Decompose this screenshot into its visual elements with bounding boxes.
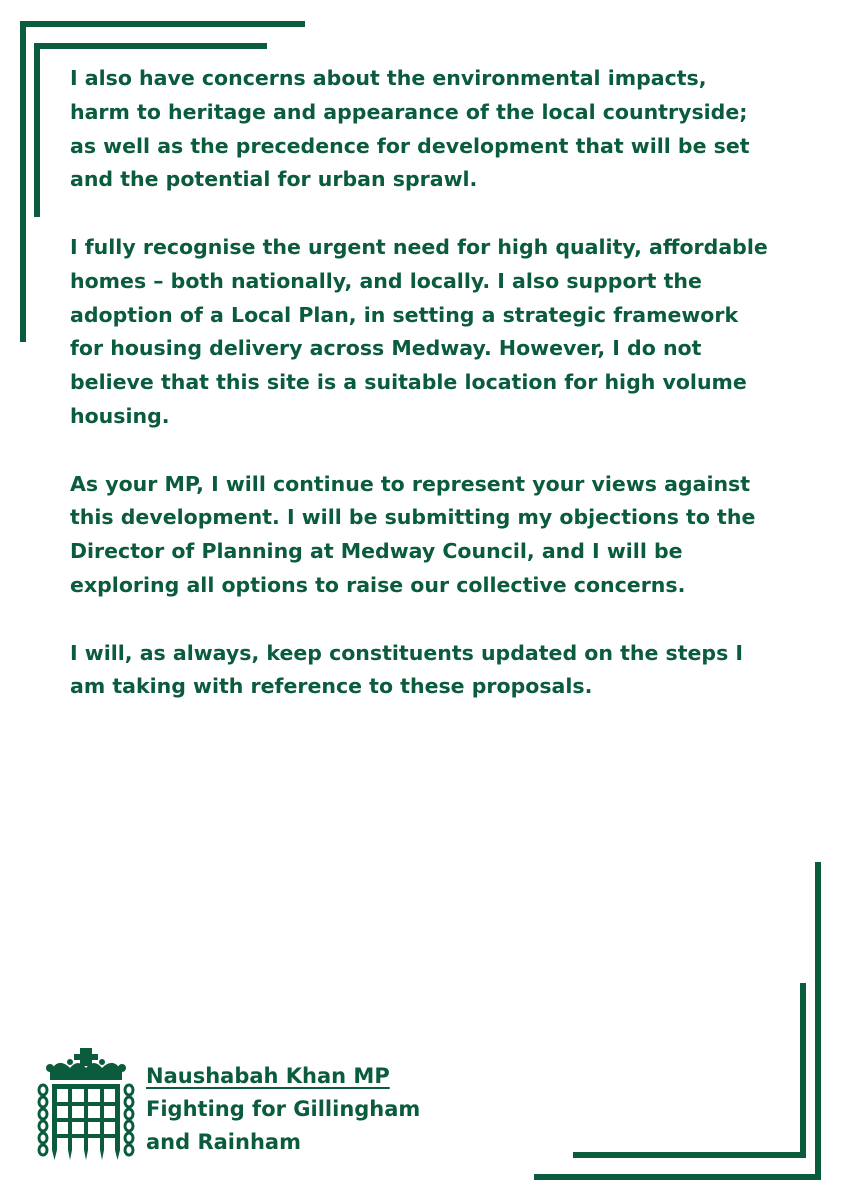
frame-top-left-outer-vertical [20,21,26,342]
tagline-line-2: and Rainham [146,1130,301,1154]
frame-bottom-right-outer-vertical [815,862,821,1180]
signature-block [146,1060,420,1159]
frame-bottom-right-outer-horizontal [534,1174,821,1180]
letter-paragraph-representation: As your MP, I will continue to represent your views against this development. I will be submitting my objections to the Director of Planning at Medway Council, and I will be exploring all options to raise our collective concerns. [70,471,756,597]
portcullis-icon [36,1046,136,1164]
letter-body [70,62,770,738]
tagline-line-1: Fighting for Gillingham [146,1097,421,1121]
frame-top-left-outer-horizontal [20,21,305,27]
mp-name: Naushabah Khan MP [146,1064,390,1088]
letter-paragraph-housing-need: I fully recognise the urgent need for high quality, affordable homes – both nationally, and locally. I also support the adoption of a Local Plan, in setting a strategic framework for housing delivery across Medway. However, I do not believe that this site is a suitable location for high volume housing. [70,234,768,428]
frame-bottom-right-inner-horizontal [573,1152,806,1158]
frame-top-left-inner-vertical [34,43,40,217]
frame-bottom-right-inner-vertical [800,983,806,1158]
letter-paragraph-updates: I will, as always, keep constituents updated on the steps I am taking with reference to these proposals. [70,640,744,699]
letter-paragraph-environment: I also have concerns about the environmental impacts, harm to heritage and appearance of the local countryside; as well as the precedence for development that will be set and the potential for urban sprawl. [70,66,750,192]
frame-top-left-inner-horizontal [34,43,267,49]
